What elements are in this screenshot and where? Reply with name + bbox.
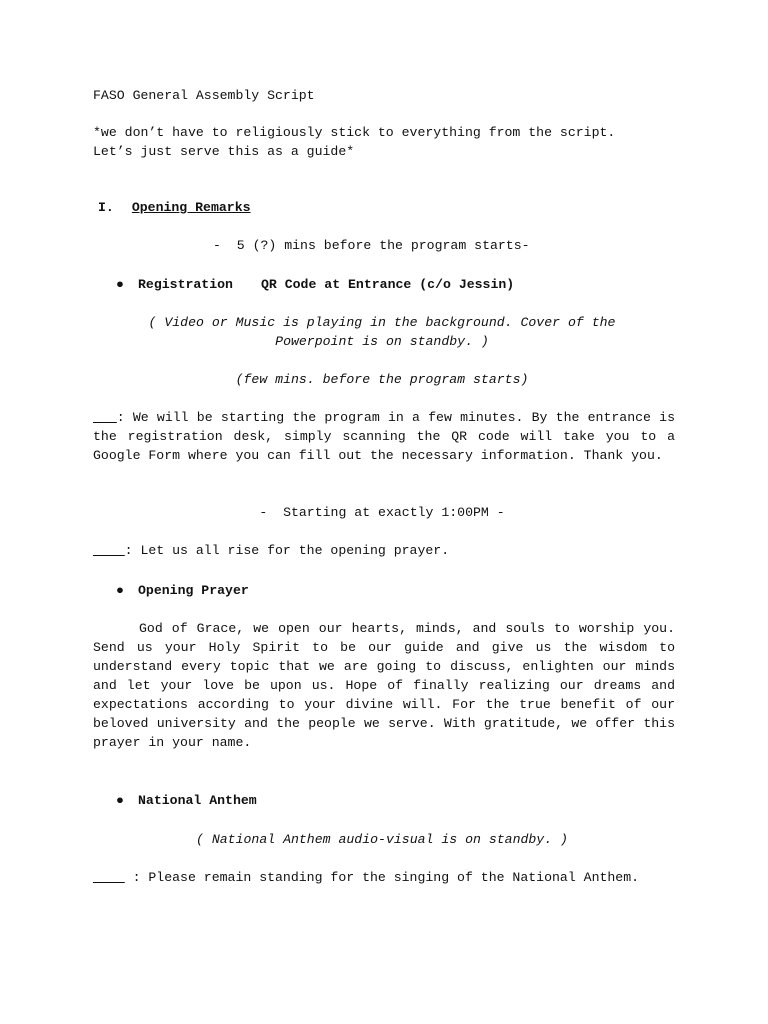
opening-prayer-label: Opening Prayer bbox=[138, 583, 249, 598]
announcement-text: : We will be starting the program in a few minutes. By the entrance is the registration desk, simply scanning the QR code will take you to a Google Form where you can fill out the necessary information. Thank you. bbox=[93, 410, 675, 463]
national-anthem-label: National Anthem bbox=[138, 793, 257, 808]
rise-text: : Let us all rise for the opening prayer. bbox=[124, 543, 450, 558]
opening-prayer-item bbox=[116, 581, 249, 600]
registration-item bbox=[116, 275, 514, 294]
pre-program-note: - 5 (?) mins before the program starts- bbox=[213, 238, 530, 253]
announcement-paragraph bbox=[93, 408, 675, 465]
national-anthem-item bbox=[116, 791, 257, 810]
anthem-call-text: : Please remain standing for the singing of the National Anthem. bbox=[124, 870, 640, 885]
video-note-line-1: ( Video or Music is playing in the background. Cover of the bbox=[148, 315, 616, 330]
script-note-line-2: Let’s just serve this as a guide* bbox=[93, 144, 355, 159]
rise-line bbox=[93, 541, 449, 560]
video-note-line-2: Powerpoint is on standby. ) bbox=[275, 334, 489, 349]
anthem-note: ( National Anthem audio-visual is on standby. ) bbox=[196, 832, 568, 847]
registration-label: Registration bbox=[138, 277, 233, 292]
script-note-line-1: *we don’t have to religiously stick to everything from the script. bbox=[93, 125, 616, 140]
speaker-blank: ____ bbox=[93, 543, 125, 558]
section-title: Opening Remarks bbox=[131, 200, 251, 215]
few-mins-note: (few mins. before the program starts) bbox=[235, 372, 529, 387]
bullet-icon: ● bbox=[116, 793, 124, 808]
bullet-icon: ● bbox=[116, 277, 124, 292]
document-title: FASO General Assembly Script bbox=[93, 88, 315, 103]
speaker-blank: ___ bbox=[93, 410, 117, 425]
anthem-call-paragraph bbox=[93, 868, 675, 887]
registration-detail: QR Code at Entrance (c/o Jessin) bbox=[260, 277, 515, 292]
bullet-icon: ● bbox=[116, 583, 124, 598]
speaker-blank: ____ bbox=[93, 870, 125, 885]
section-heading bbox=[98, 198, 251, 217]
prayer-paragraph: God of Grace, we open our hearts, minds, and souls to worship you. Send us your Holy Spirit to be our guide and give us the wisdom to understand every topic that we are going to discuss, enlighten our minds and let your love be upon us. Hope of finally realizing our dreams and expectations according to your divine will. For the true benefit of our beloved university and the people we serve. With gratitude, we offer this prayer in your name. bbox=[93, 621, 675, 750]
section-numeral: I. bbox=[98, 200, 114, 215]
start-time-note: - Starting at exactly 1:00PM - bbox=[259, 505, 505, 520]
